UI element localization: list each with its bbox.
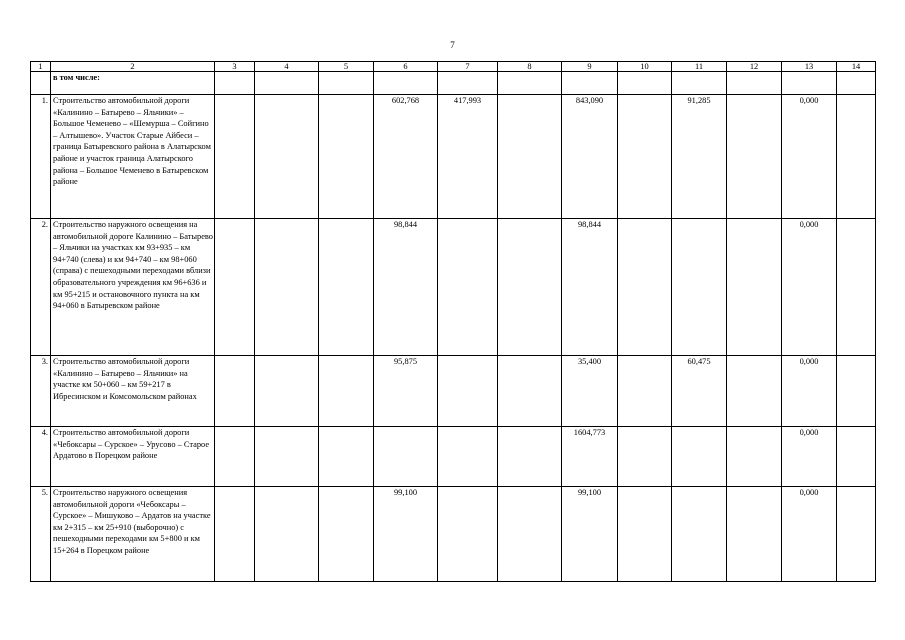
cell-c10 (618, 95, 672, 219)
table-row (31, 219, 876, 356)
column-number: 13 (782, 62, 837, 72)
table-row (31, 95, 876, 219)
row-name: Строительство наружного освещения на автомобильной дороге Калинино – Батырево – Яльчики на участках км 93+935 – км 94+740 (слева) и км 94+740 – км 98+060 (справа) с пешеходными переходами вблизи образовательного учреждения км 96+636 и км 95+215 и остановочного пункта на км 94+060 в Батыревском районе (51, 219, 215, 356)
cell-c3 (215, 487, 255, 582)
column-number: 10 (618, 62, 672, 72)
cell-c5 (319, 487, 374, 582)
row-number: 5. (31, 487, 51, 582)
column-number: 1 (31, 62, 51, 72)
cell-c4 (255, 356, 319, 427)
cell-c13: 0,000 (782, 487, 837, 582)
column-number: 7 (438, 62, 498, 72)
cell-c3 (215, 356, 255, 427)
cell-c12 (727, 487, 782, 582)
cell-c7 (438, 219, 498, 356)
cell-c10 (618, 219, 672, 356)
cell-c14 (837, 427, 876, 487)
cell-c7 (438, 487, 498, 582)
cell-c9: 35,400 (562, 356, 618, 427)
column-number: 11 (672, 62, 727, 72)
cell-c8 (498, 356, 562, 427)
column-number: 8 (498, 62, 562, 72)
cell-c13: 0,000 (782, 95, 837, 219)
row-name: Строительство автомобильной дороги «Чебоксары – Сурское» – Урусово – Старое Ардатово в Порецком районе (51, 427, 215, 487)
column-number-row (31, 62, 876, 72)
table-row (31, 427, 876, 487)
cell-c13: 0,000 (782, 219, 837, 356)
cell-c3 (215, 219, 255, 356)
cell-c9: 98,844 (562, 219, 618, 356)
table-row (31, 356, 876, 427)
cell-c11 (672, 487, 727, 582)
cell-c9: 843,090 (562, 95, 618, 219)
cell-c11: 60,475 (672, 356, 727, 427)
row-number: 2. (31, 219, 51, 356)
cell-c12 (727, 356, 782, 427)
cell-c6 (374, 427, 438, 487)
subheader-label: в том числе: (51, 72, 215, 95)
cell-c11 (672, 427, 727, 487)
cell-c3 (215, 95, 255, 219)
column-number: 6 (374, 62, 438, 72)
column-number: 14 (837, 62, 876, 72)
cell-c14 (837, 95, 876, 219)
cell-c4 (255, 487, 319, 582)
cell-c7 (438, 356, 498, 427)
cell-c6: 98,844 (374, 219, 438, 356)
cell-c12 (727, 427, 782, 487)
row-number: 3. (31, 356, 51, 427)
row-name: Строительство автомобильной дороги «Калинино – Батырево – Яльчики» на участке км 50+060 – км 59+217 в Ибресинском и Комсомольском районах (51, 356, 215, 427)
cell-c9: 1604,773 (562, 427, 618, 487)
cell-c12 (727, 219, 782, 356)
table-row (31, 487, 876, 582)
cell-c11 (672, 219, 727, 356)
row-name: Строительство наружного освещения автомобильной дороги «Чебоксары – Сурское» – Мишуково – Ардатов на участке км 2+315 – км 25+910 (выборочно) с пешеходными переходами км 5+800 и км 15+264 в Порецком районе (51, 487, 215, 582)
cell-c8 (498, 427, 562, 487)
cell-c8 (498, 487, 562, 582)
page-number: 7 (450, 40, 455, 50)
cell-c9: 99,100 (562, 487, 618, 582)
cell-c13: 0,000 (782, 356, 837, 427)
cell-c14 (837, 219, 876, 356)
cell-c5 (319, 219, 374, 356)
cell-c6: 99,100 (374, 487, 438, 582)
column-number: 9 (562, 62, 618, 72)
cell-c12 (727, 95, 782, 219)
cell-c14 (837, 356, 876, 427)
column-number: 4 (255, 62, 319, 72)
cell-c7 (438, 427, 498, 487)
cell-c10 (618, 487, 672, 582)
cell-c4 (255, 219, 319, 356)
cell-c5 (319, 427, 374, 487)
cell-c14 (837, 487, 876, 582)
column-number: 12 (727, 62, 782, 72)
cell-c5 (319, 95, 374, 219)
subheader-row (31, 72, 876, 95)
column-number: 5 (319, 62, 374, 72)
row-name: Строительство автомобильной дороги «Калинино – Батырево – Яльчики» – Большое Чеменево – «Шемурша – Сойгино – Алтышево». Участок Старые Айбеси – граница Батыревского района в Алатырском районе и участок граница Алатырского района – Большое Чеменево в Батыревском районе (51, 95, 215, 219)
column-number: 2 (51, 62, 215, 72)
cell-c10 (618, 356, 672, 427)
cell-c5 (319, 356, 374, 427)
cell-c7: 417,993 (438, 95, 498, 219)
cell-c11: 91,285 (672, 95, 727, 219)
cell-c6: 95,875 (374, 356, 438, 427)
budget-table (30, 61, 876, 582)
row-number: 1. (31, 95, 51, 219)
cell-c4 (255, 95, 319, 219)
cell-c10 (618, 427, 672, 487)
cell-c13: 0,000 (782, 427, 837, 487)
row-number: 4. (31, 427, 51, 487)
cell-c3 (215, 427, 255, 487)
cell-c4 (255, 427, 319, 487)
column-number: 3 (215, 62, 255, 72)
cell-c8 (498, 219, 562, 356)
cell-c8 (498, 95, 562, 219)
cell-c6: 602,768 (374, 95, 438, 219)
